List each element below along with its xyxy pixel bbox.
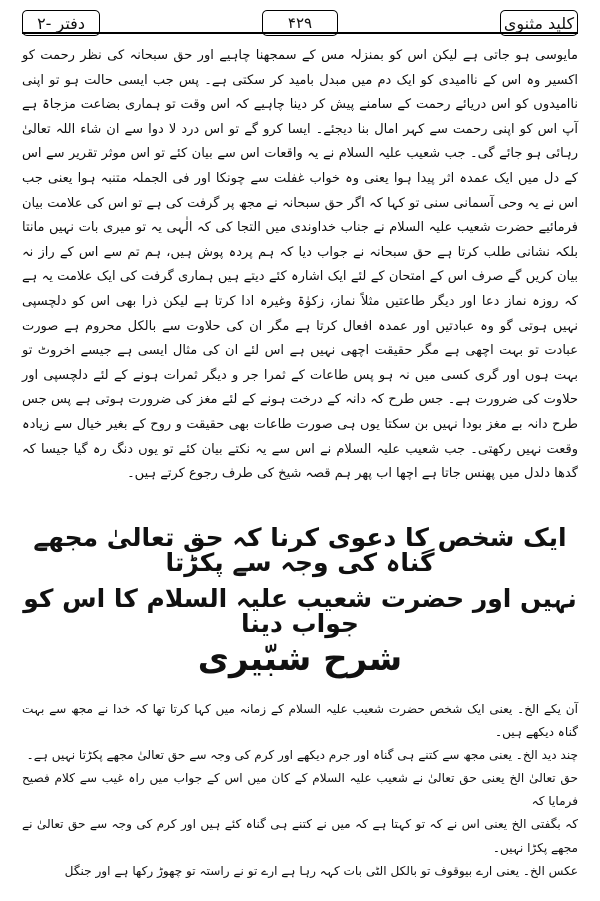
paragraph: مایوسی ہو جاتی ہے لیکن اس کو بمنزلہ مس کے سمجھنا چاہیے اور حق سبحانہ کی نظر رحمت کو اکسیر وہ اس کے ناامیدی کو ایک دم میں مبدل بامید کر سکتی ہے۔ پس جب ایسی حالت ہو تو اپنی ناامیدوں کو اس دریائے رحمت کے سامنے پیش کر دینا چاہیے کہ اس وقت تو ہماری بضاعت مزجاۃ ہے آپ اس کو اپنی رحمت سے کہر امال بنا دیجئے۔ ایسا کرو گے تو اس درد لا دوا سے ان شاء اللہ تعالیٰ رہائی ہو جائے گی۔ جب شعیب علیہ السلام نے یہ واقعات اس سے بیان کئے تو اس موثر تقریر سے اس کے دل میں ایک عمدہ اثر پیدا ہوا یعنی وہ خواب غفلت سے چونکا اور فی الجملہ متنبہ ہوا یعنی جب اس نے یہ وحی آسمانی سنی تو کہا کہ اگر حق سبحانہ نے مجھ پر گرفت کی ہے تو اس کی علامت بیان فرمائیے حضرت شعیب علیہ السلام نے جناب خداوندی میں التجا کی کہ الٰہی یہ تو میری بات نہیں مانتا بلکہ نشانی طلب کرتا ہے حق سبحانہ نے جواب دیا کہ ہم پردہ پوش ہیں، ہم تم سے اس کے راز نہ بیان کریں گے صرف اس کے امتحان کے لئے ایک اشارہ کئے دیتے ہیں ہماری گرفت کی ایک علامت یہ ہے کہ روزہ نماز دعا اور دیگر طاعتیں مثلاً نماز، زکوٰۃ وغیرہ ادا کرتا ہے لیکن ذرا بھی اس کو دلچسپی نہیں ہوتی گو وہ عبادتیں اور عمدہ افعال کرتا ہے مگر ان کی حلاوت سے بالکل محروم ہے صورت عبادت تو بہت اچھی ہے مگر حقیقت اچھی نہیں ہے اس لئے ان کی مثال ایسی ہے جیسے اخروٹ تو بہت ہوں اور گری کسی میں نہ ہو پس طاعات کے ثمرا جر و دیگر ثمرات ہونے کے لئے دلچسپی اور حلاوت کی ضرورت ہے۔ جس طرح کہ دانہ کے درخت ہونے کے لئے مغز کی ضرورت ہوتی ہے پس جس طرح دانہ بے مغز بودا نہیں بن سکتا یوں ہی صورت طاعات بھی حقیقت و روح کے بغیر خیال سے زیادہ وقعت نہیں رکھتی۔ جب شعیب علیہ السلام نے اس سے یہ نکتے بیان کئے تو یوں دنگ رہ گیا جیسا کہ گدھا دلدل میں پھنس جاتا ہے اچھا اب پھر ہم قصہ شیخ کی طرف رجوع کرتے ہیں۔ xyxy=(22,48,579,482)
section-heading-line-1: ایک شخص کا دعوی کرنا کہ حق تعالیٰ مجھے گناہ کی وجہ سے پکڑتا xyxy=(33,523,567,577)
commentary-line: چند دید الخ۔ یعنی مجھ سے کتنے ہی گناہ اور جرم دیکھے اور کرم کی وجہ سے حق تعالیٰ مجھے پکڑتا نہیں ہے۔ xyxy=(26,748,578,763)
header-divider xyxy=(22,32,578,34)
main-paragraph xyxy=(22,44,578,487)
commentary-title: شرح شبّیری xyxy=(197,639,403,679)
commentary-line: آن یکے الخ۔ یعنی ایک شخص حضرت شعیب علیہ السلام کے زمانہ میں کہا کرتا تھا کہ خدا نے مجھ سے بہت گناہ دیکھے ہیں۔ xyxy=(22,702,578,740)
page-number: ۴۲۹ xyxy=(262,10,338,36)
volume-label: دفتر -۲ xyxy=(22,10,100,36)
commentary-line: حق تعالیٰ الخ یعنی حق تعالیٰ نے شعیب علیہ السلام کے کان میں اس کے جواب میں راہ غیب سے کلام فصیح فرمایا کہ xyxy=(22,771,578,809)
section-heading-line-2: نہیں اور حضرت شعیب علیہ السلام کا اس کو جواب دینا xyxy=(23,584,577,638)
book-title: کلید مثنوی xyxy=(500,10,578,36)
commentary-line: عکس الخ۔ یعنی ارے بیوقوف تو بالکل الٹی بات کہہ رہا ہے ارے تو نے راستہ تو چھوڑ رکھا ہے اور جنگل xyxy=(64,863,578,878)
commentary-section xyxy=(22,698,578,883)
commentary-line: کہ بگفتی الخ یعنی اس نے کہ تو کہتا ہے کہ میں نے کتنے ہی گناہ کئے ہیں اور کرم کی وجہ سے حق تعالیٰ نے مجھے پکڑا نہیں۔ xyxy=(22,817,578,855)
